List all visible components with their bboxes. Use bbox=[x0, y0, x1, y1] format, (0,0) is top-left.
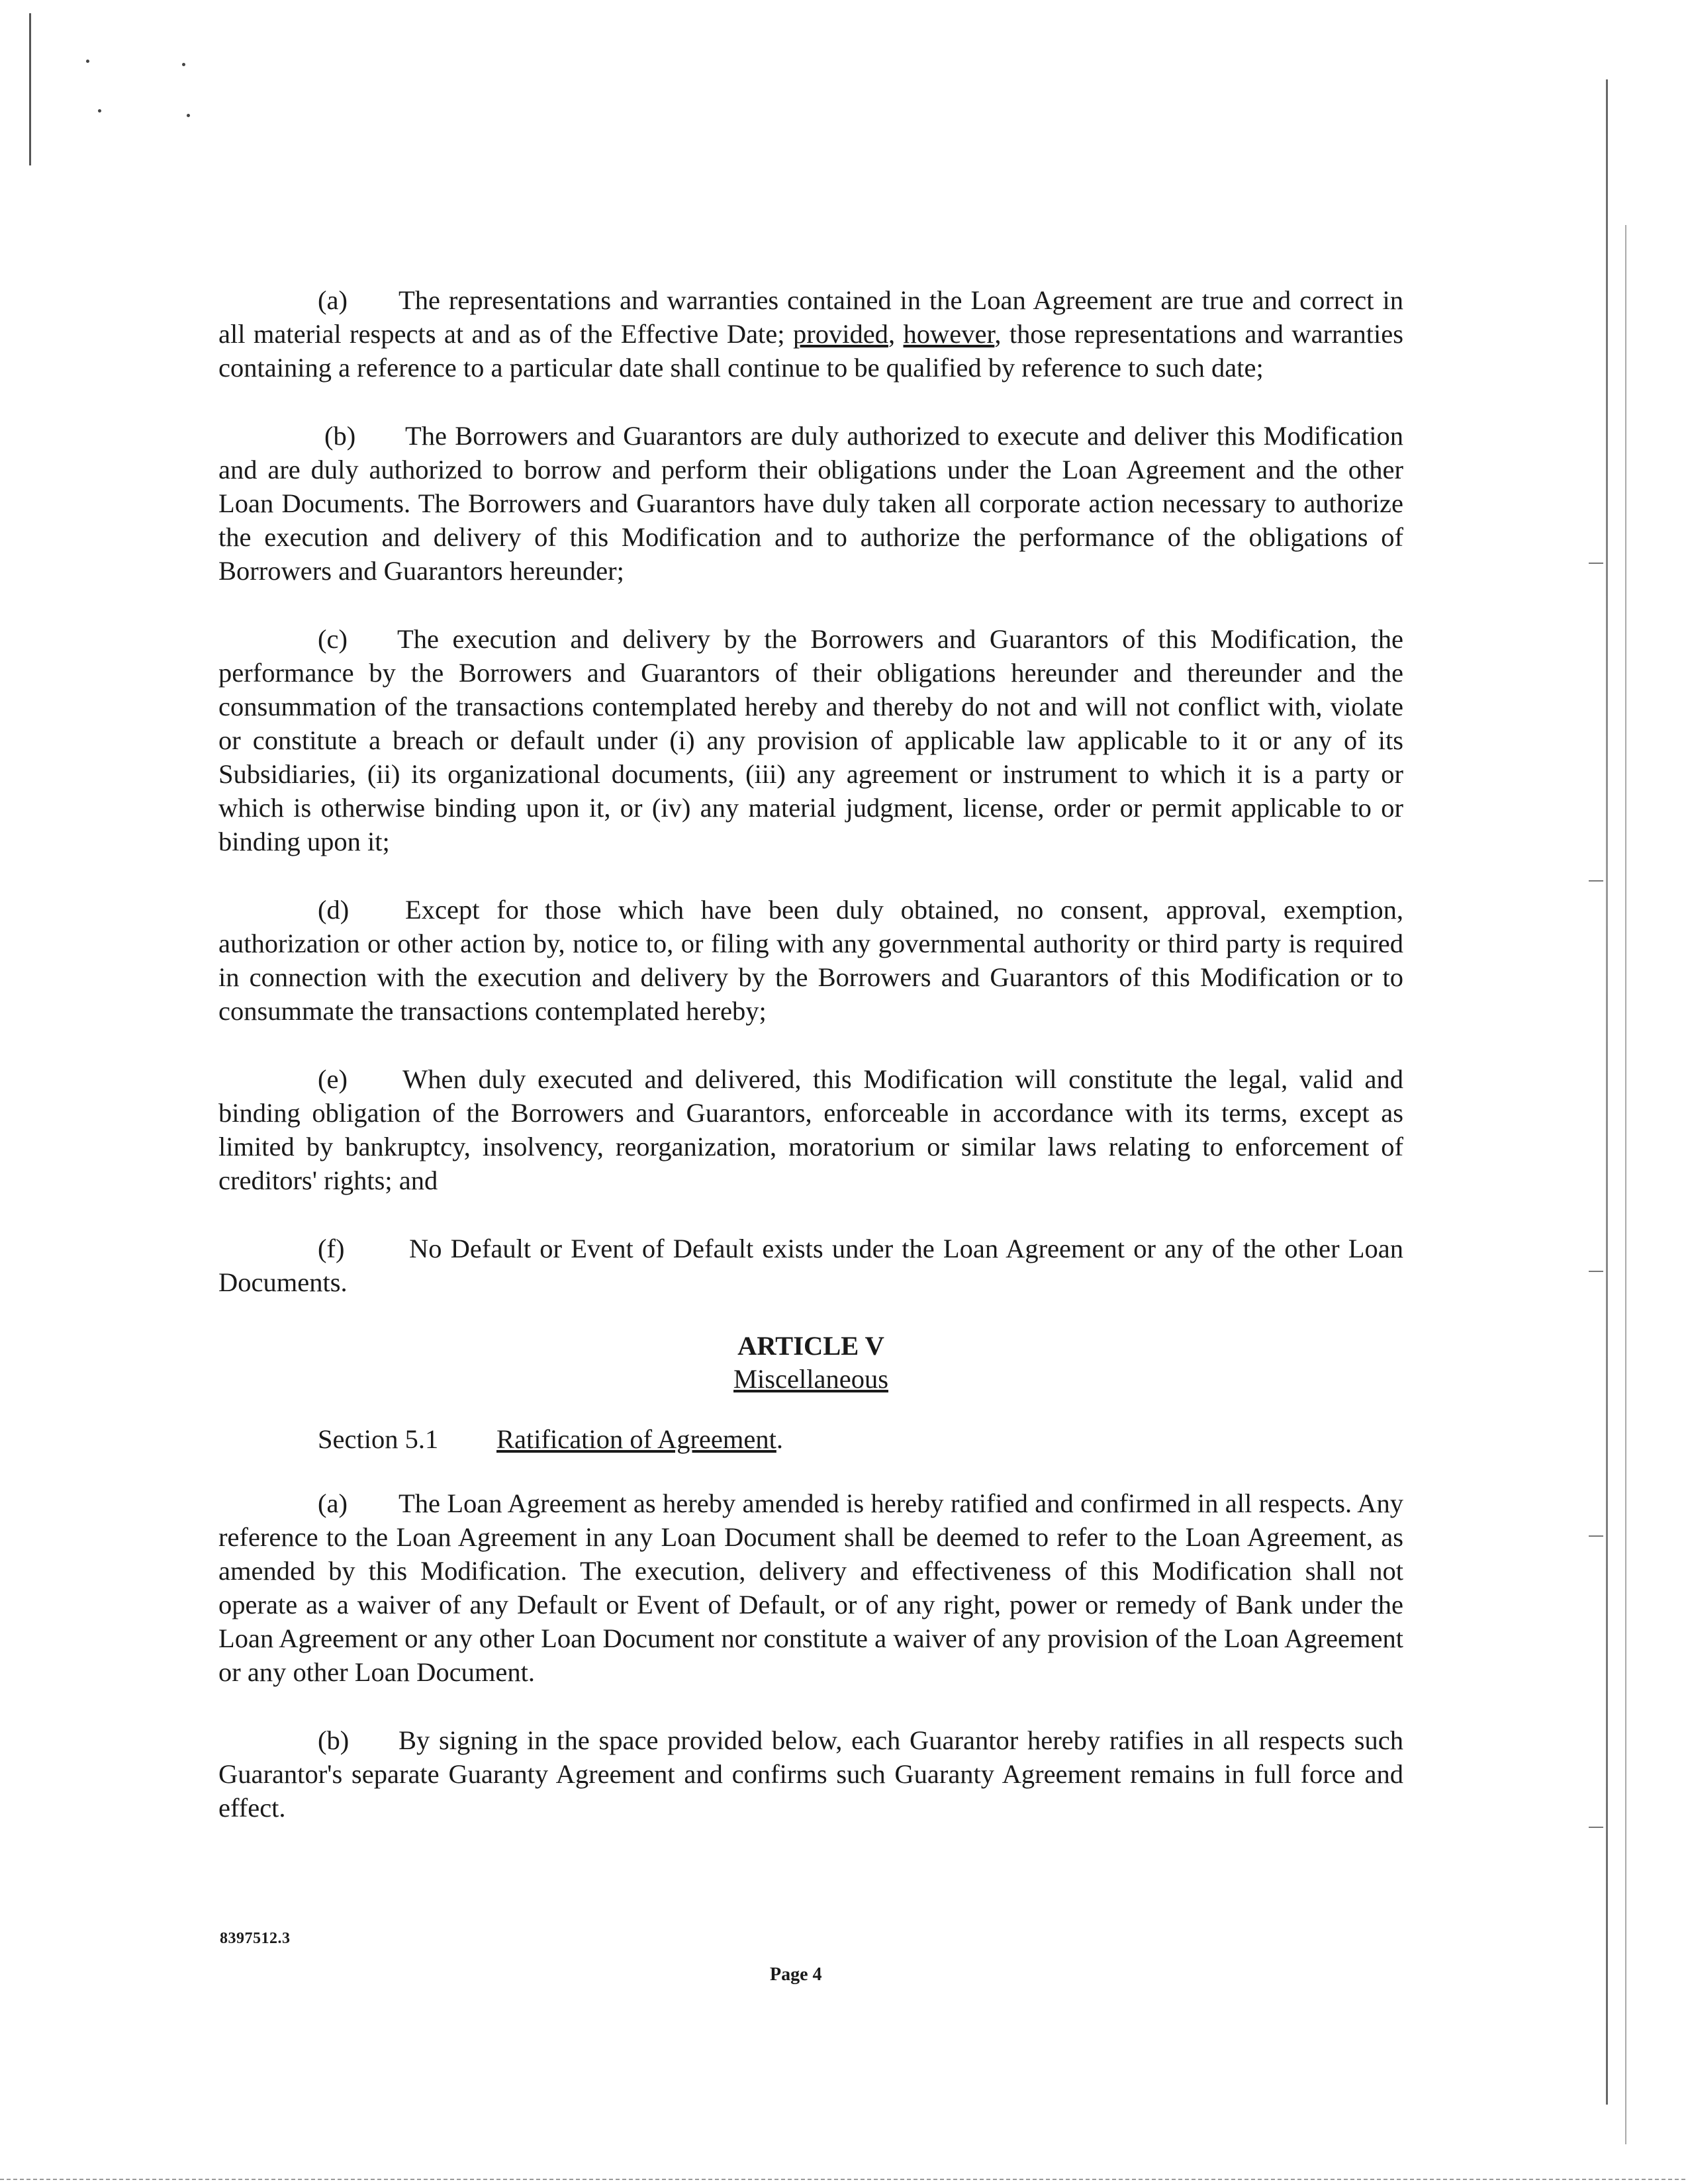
document-id: 8397512.3 bbox=[220, 1930, 291, 1947]
emphasis-however: however bbox=[903, 319, 995, 349]
paragraph-label: (b) bbox=[324, 421, 356, 451]
paragraph-label: (a) bbox=[318, 1488, 348, 1518]
scan-speck bbox=[187, 114, 190, 117]
paragraph-f bbox=[218, 1232, 1403, 1299]
paragraph-text: The execution and delivery by the Borrowers and Guarantors of this Modification, the performance by the Borrowers and Guarantors of their obligations hereunder and thereunder and the consummation of the transactions contemplated hereby and thereby do not and will not conflict with, violate or constitute a breach or default under (i) any provision of applicable law applicable to it or any of its Subsidiaries, (ii) its organizational documents, (iii) any agreement or instrument to which it is a party or which is otherwise binding upon it, or (iv) any material judgment, license, order or permit applicable to or binding upon it; bbox=[218, 624, 1403, 856]
scan-tick bbox=[1589, 880, 1603, 882]
scan-edge-right-secondary bbox=[1625, 225, 1626, 2144]
paragraph-label: (f) bbox=[318, 1234, 345, 1263]
document-body bbox=[218, 283, 1403, 1859]
paragraph-label: (b) bbox=[318, 1725, 350, 1755]
paragraph-text: No Default or Event of Default exists under the Loan Agreement or any of the other Loan Documents. bbox=[218, 1234, 1403, 1297]
article-title: ARTICLE V bbox=[737, 1331, 884, 1361]
punctuation: , bbox=[888, 319, 904, 349]
section-paragraph-b bbox=[218, 1723, 1403, 1825]
paragraph-c bbox=[218, 622, 1403, 858]
scan-speck bbox=[86, 60, 89, 63]
scan-edge-right bbox=[1606, 79, 1608, 2105]
paragraph-label: (d) bbox=[318, 895, 350, 925]
emphasis-provided: provided bbox=[792, 319, 888, 349]
section-number: Section 5.1 bbox=[318, 1424, 439, 1454]
scan-tick bbox=[1589, 1827, 1603, 1828]
scan-tick bbox=[1589, 563, 1603, 564]
paragraph-text: By signing in the space provided below, each Guarantor hereby ratifies in all respects such Guarantor's separate Guaranty Agreement and confirms such Guaranty Agreement remains in full force and effect. bbox=[218, 1725, 1403, 1823]
paragraph-label: (e) bbox=[318, 1064, 348, 1094]
section-title-period: . bbox=[776, 1424, 783, 1454]
paragraph-label: (c) bbox=[318, 624, 348, 654]
scan-speck bbox=[182, 63, 185, 66]
article-subtitle: Miscellaneous bbox=[733, 1364, 888, 1394]
paragraph-text: The Loan Agreement as hereby amended is hereby ratified and confirmed in all respects. Any reference to the Loan Agreement in any Loan Document shall be deemed to refer to the Loan Agreement, as amended by this Modification. The execution, delivery and effectiveness of this Modification shall not operate as a waiver of any Default or Event of Default, or of any right, power or remedy of Bank under the Loan Agreement or any other Loan Document nor constitute a waiver of any provision of the Loan Agreement or any other Loan Document. bbox=[218, 1488, 1403, 1687]
paragraph-text: , those representations and warranties containing a reference to a particular date shall continue to be qualified by reference to such date; bbox=[218, 319, 1403, 383]
page-number: Page 4 bbox=[770, 1964, 822, 1985]
paragraph-d bbox=[218, 893, 1403, 1028]
scan-tick bbox=[1589, 1271, 1603, 1272]
paragraph-text: The Borrowers and Guarantors are duly authorized to execute and deliver this Modification and are duly authorized to borrow and perform their obligations under the Loan Agreement and the other Loan Documents. The Borrowers and Guarantors have duly taken all corporate action necessary to authorize the execution and delivery of this Modification and to authorize the performance of the obligations of Borrowers and Guarantors hereunder; bbox=[218, 421, 1403, 586]
paragraph-e bbox=[218, 1062, 1403, 1197]
section-paragraph-a bbox=[218, 1486, 1403, 1689]
section-heading bbox=[318, 1422, 1403, 1456]
scan-speck bbox=[98, 109, 101, 113]
paragraph-label: (a) bbox=[318, 285, 348, 315]
paragraph-text: Except for those which have been duly obtained, no consent, approval, exemption, authorization or other action by, notice to, or filing with any governmental authority or third party is required in connection with the execution and delivery by the Borrowers and Guarantors of this Modification or to consummate the transactions contemplated hereby; bbox=[218, 895, 1403, 1026]
paragraph-a bbox=[218, 283, 1403, 385]
paragraph-text: The representations and warranties contained in the Loan Agreement are true and correct in all material respects at and as of the Effective Date; bbox=[218, 285, 1403, 349]
paragraph-b bbox=[218, 419, 1403, 588]
scan-edge-left bbox=[29, 13, 31, 165]
article-heading bbox=[218, 1330, 1403, 1396]
paragraph-text: When duly executed and delivered, this Modification will constitute the legal, valid and binding obligation of the Borrowers and Guarantors, enforceable in accordance with its terms, except as limited by bankruptcy, insolvency, reorganization, moratorium or similar laws relating to enforcement of creditors' rights; and bbox=[218, 1064, 1403, 1195]
scan-edge-bottom bbox=[0, 2179, 1688, 2180]
scan-tick bbox=[1589, 1535, 1603, 1537]
section-title: Ratification of Agreement bbox=[496, 1424, 776, 1454]
